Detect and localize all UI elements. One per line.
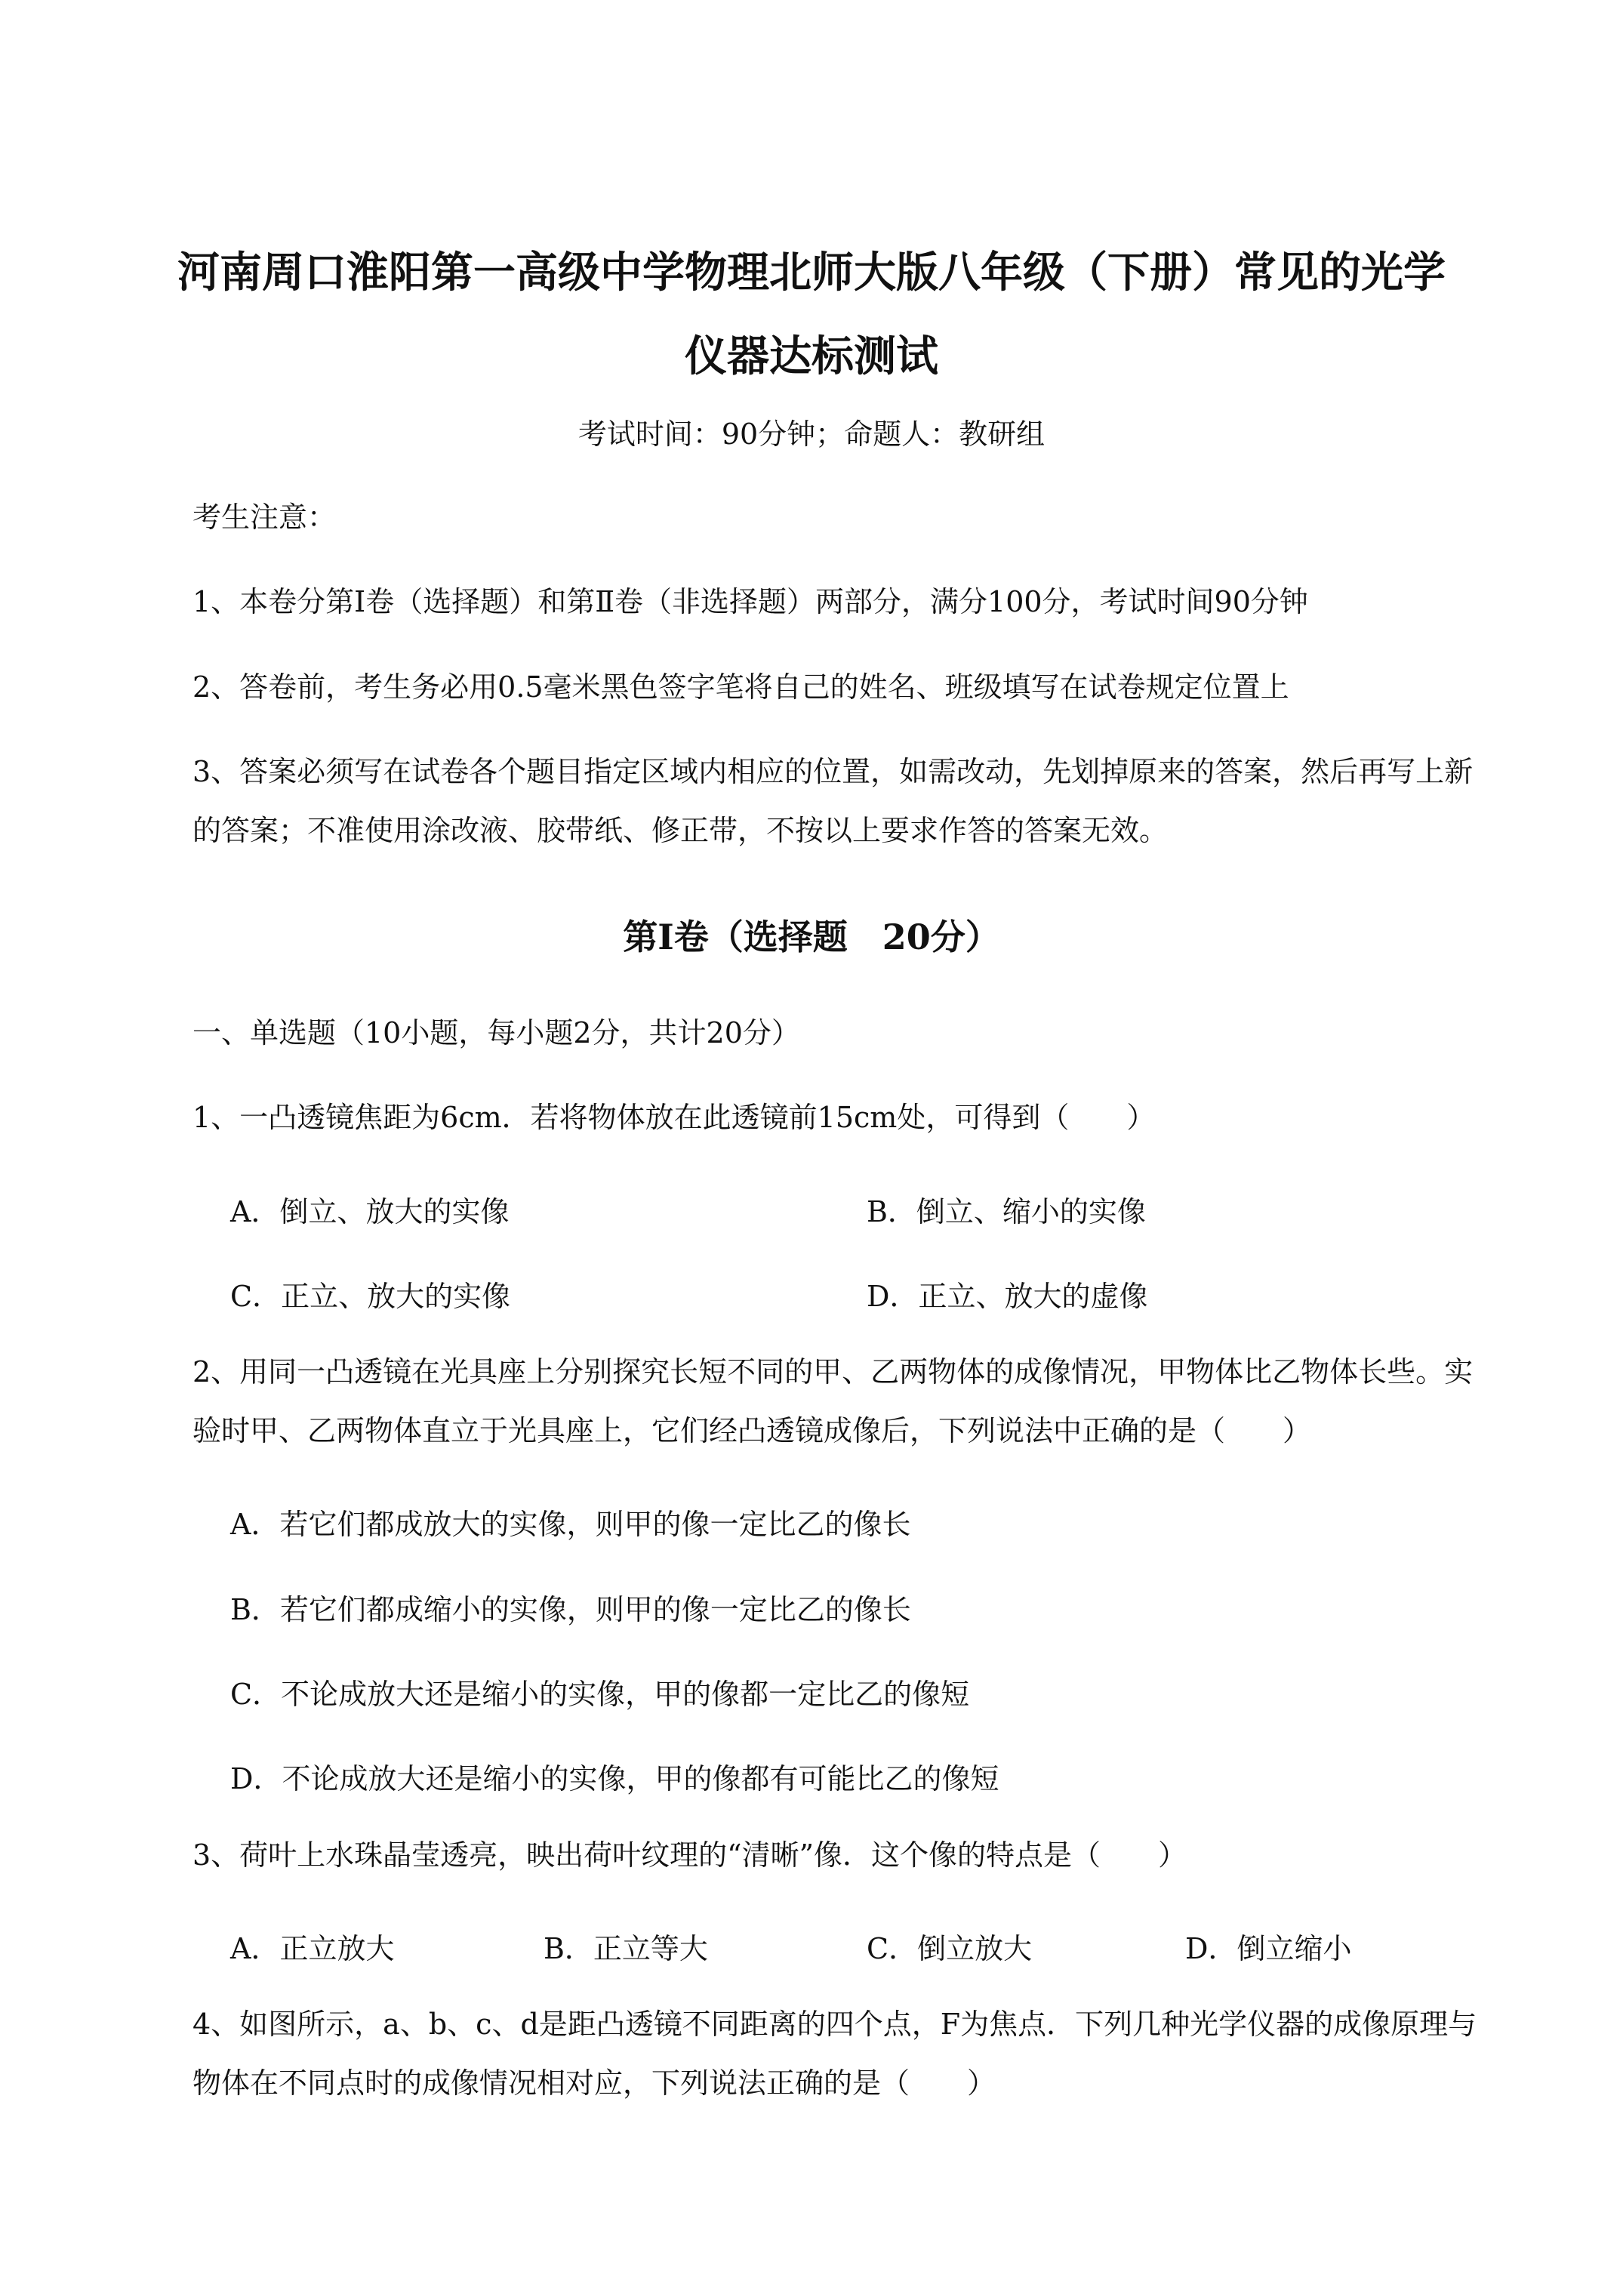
exam-title-line-2: 仪器达标测试 [685,331,938,381]
question-1-stem: 1、一凸透镜焦距为6cm．若将物体放在此透镜前15cm处，可得到（ ） [192,1101,1156,1134]
section-title: 第Ⅰ卷（选择题 20分） [623,917,1000,957]
question-1-option-a: A．倒立、放大的实像 [230,1195,510,1228]
notice-item-2: 2、答卷前，考生务必用0.5毫米黑色签字笔将自己的姓名、班级填写在试卷规定位置上 [192,670,1289,704]
question-1-option-c: C．正立、放大的实像 [230,1280,511,1313]
question-4-stem-cont: 物体在不同点时的成像情况相对应，下列说法正确的是（ ） [192,2066,996,2100]
question-3-option-d: D．倒立缩小 [1185,1932,1352,1965]
notice-heading: 考生注意： [192,501,337,534]
notice-item-3-cont: 的答案；不准使用涂改液、胶带纸、修正带，不按以上要求作答的答案无效。 [192,814,1169,847]
question-1-option-d: D．正立、放大的虚像 [867,1280,1148,1313]
question-2-option-b: B．若它们都成缩小的实像，则甲的像一定比乙的像长 [230,1593,911,1626]
question-3-option-a: A．正立放大 [230,1932,395,1965]
question-4-stem: 4、如图所示，a、b、c、d是距凸透镜不同距离的四个点，F为焦点．下列几种光学仪器的成像原理与 [192,2008,1477,2041]
exam-meta: 考试时间：90分钟；命题人：教研组 [577,418,1046,451]
question-2-option-d: D．不论成放大还是缩小的实像，甲的像都有可能比乙的像短 [230,1762,999,1795]
question-3-stem: 3、荷叶上水珠晶莹透亮，映出荷叶纹理的“清晰”像．这个像的特点是（ ） [192,1838,1187,1872]
question-3-option-b: B．正立等大 [544,1932,708,1965]
question-2-stem-cont: 验时甲、乙两物体直立于光具座上，它们经凸透镜成像后，下列说法中正确的是（ ） [192,1414,1312,1447]
exam-title-line-1: 河南周口淮阳第一高级中学物理北师大版八年级（下册）常见的光学 [177,248,1446,297]
notice-item-1: 1、本卷分第Ⅰ卷（选择题）和第Ⅱ卷（非选择题）两部分，满分100分，考试时间90分钟 [192,585,1308,618]
question-1-option-b: B．倒立、缩小的实像 [867,1195,1146,1228]
notice-item-3: 3、答案必须写在试卷各个题目指定区域内相应的位置，如需改动，先划掉原来的答案，然后再写上新 [192,755,1474,788]
question-3-option-c: C．倒立放大 [867,1932,1033,1965]
part-heading: 一、单选题（10小题，每小题2分，共计20分） [192,1016,800,1049]
question-2-option-a: A．若它们都成放大的实像，则甲的像一定比乙的像长 [230,1508,911,1541]
question-2-stem: 2、用同一凸透镜在光具座上分别探究长短不同的甲、乙两物体的成像情况，甲物体比乙物体长些。实 [192,1355,1474,1388]
question-2-option-c: C．不论成放大还是缩小的实像，甲的像都一定比乙的像短 [230,1678,970,1711]
